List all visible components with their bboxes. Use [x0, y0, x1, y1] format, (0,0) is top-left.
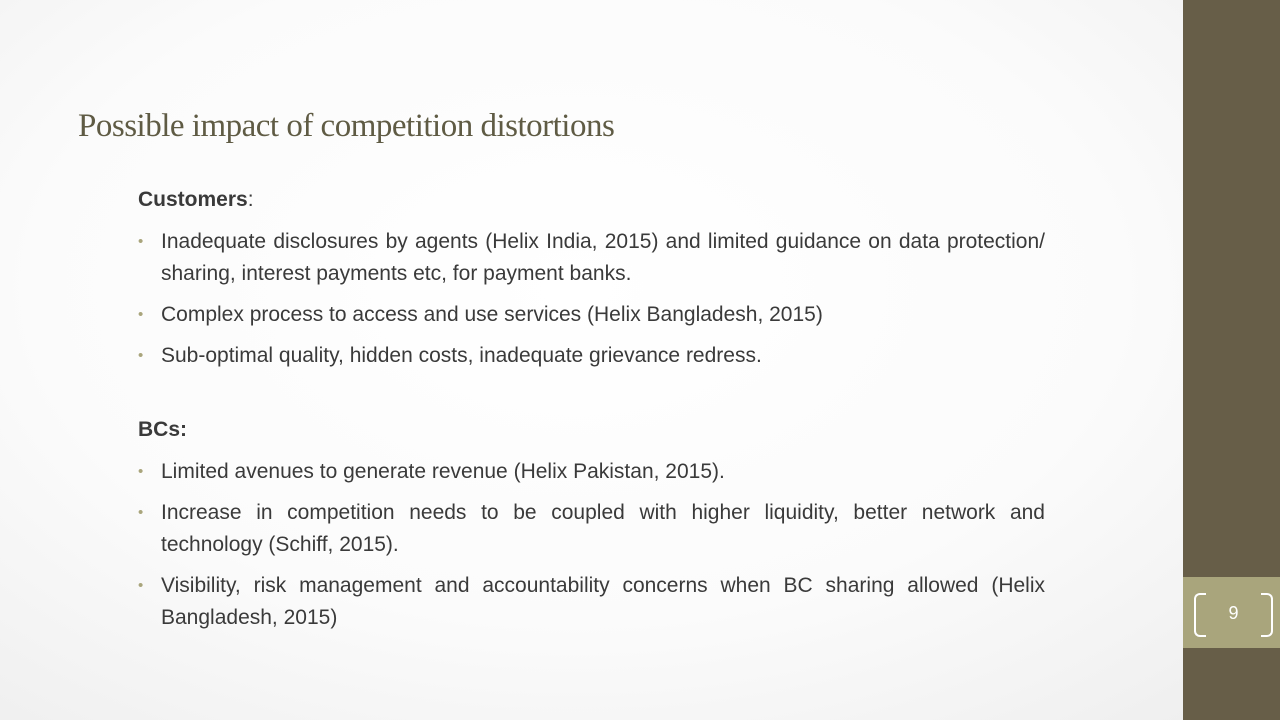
bullet-item [138, 299, 1045, 331]
slide-title: Possible impact of competition distortions [78, 108, 615, 144]
bullet-icon: • [138, 347, 144, 364]
slide-body [138, 184, 1045, 643]
section-spacer [138, 381, 1045, 414]
section-heading-label: Customers [138, 188, 248, 211]
bullet-list-customers [138, 226, 1045, 372]
bullet-icon: • [138, 504, 144, 521]
bullet-icon: • [138, 463, 144, 480]
bullet-icon: • [138, 233, 144, 250]
bullet-text: Inadequate disclosures by agents (Helix India, 2015) and limited guidance on data protection/ sharing, interest payments etc, for payment banks. [161, 230, 1045, 285]
slide-number: 9 [1228, 603, 1239, 623]
bullet-item [138, 456, 1045, 488]
left-bracket-icon [1194, 593, 1206, 637]
section-heading-colon: : [247, 188, 254, 211]
section-heading-bcs: BCs: [138, 418, 188, 441]
bullet-text: Limited avenues to generate revenue (Helix Pakistan, 2015). [161, 460, 725, 483]
bullet-text: Sub-optimal quality, hidden costs, inadequate grievance redress. [161, 344, 762, 367]
bullet-item [138, 226, 1045, 290]
bullet-item [138, 497, 1045, 561]
bullet-icon: • [138, 577, 144, 594]
bullet-list-bcs [138, 456, 1045, 634]
bullet-text: Increase in competition needs to be coupled with higher liquidity, better network and technology (Schiff, 2015). [161, 501, 1045, 556]
right-bracket-icon [1261, 593, 1273, 637]
bullet-item [138, 570, 1045, 634]
bullet-item [138, 340, 1045, 372]
bullet-text: Complex process to access and use services (Helix Bangladesh, 2015) [161, 303, 823, 326]
bullet-icon: • [138, 306, 144, 323]
bullet-text: Visibility, risk management and accountability concerns when BC sharing allowed (Helix Bangladesh, 2015) [161, 574, 1045, 629]
section-heading-customers [138, 184, 1045, 216]
